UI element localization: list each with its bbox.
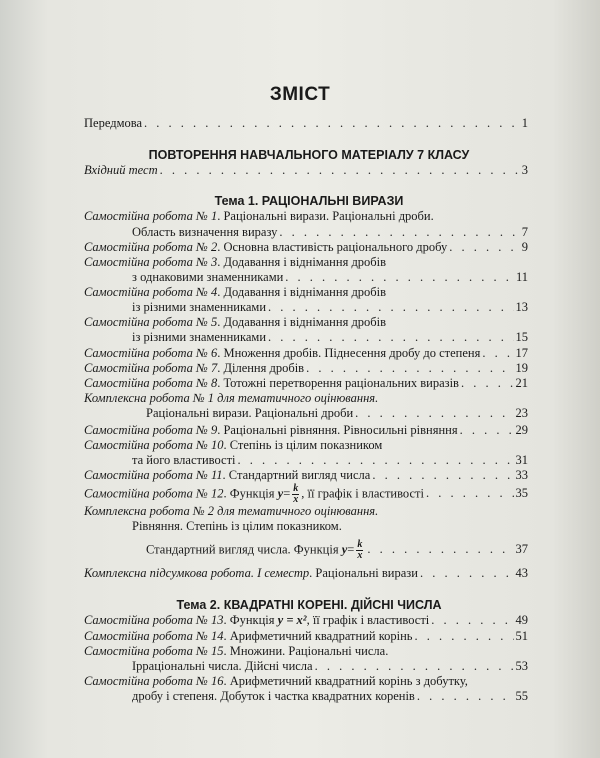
toc-entry-sr-8[interactable] [84, 376, 528, 391]
toc-entry-sr-10[interactable] [84, 438, 528, 453]
page-title: ЗМІСТ [269, 84, 331, 105]
page-number: 7 [521, 225, 528, 239]
entry-text: . Множення дробів. Піднесення дробу до степеня [217, 346, 481, 360]
toc-entry-sr-2[interactable] [84, 240, 528, 255]
entry-lead: Самостійна робота № 5 [84, 315, 218, 329]
toc-entry-sr-6[interactable] [84, 346, 528, 361]
entry-lead: Самостійна робота № 4 [84, 285, 218, 299]
entry-lead: Самостійна робота № 9 [84, 423, 218, 437]
page-number: 17 [515, 346, 528, 360]
entry-lead: Самостійна робота № 8 [84, 376, 218, 390]
leader-dots [268, 330, 513, 345]
toc-entry-kr-2[interactable] [84, 504, 528, 519]
page-number: 43 [515, 566, 528, 580]
leader-dots [306, 361, 513, 376]
entry-text: . Раціональні вирази. Раціональні дроби. [217, 209, 434, 223]
toc-entry-kr-1-cont[interactable] [146, 406, 528, 421]
entry-lead: Самостійна робота № 3 [84, 255, 218, 269]
page-number: 11 [515, 270, 528, 284]
page-number: 49 [515, 613, 528, 627]
toc-entry-final-work[interactable] [84, 566, 528, 581]
toc-entry-entry-test[interactable] [84, 163, 528, 178]
page-number: 31 [515, 453, 528, 467]
toc-entry-sr-3[interactable] [84, 255, 528, 270]
toc-entry-sr-3-cont[interactable] [132, 270, 528, 285]
entry-cont: Область визначення виразу [132, 225, 278, 239]
toc-entry-sr-5[interactable] [84, 315, 528, 330]
leader-dots [238, 453, 514, 468]
entry-cont: із різними знаменниками [132, 330, 267, 344]
entry-text: . Стандартний вигляд числа [222, 468, 371, 482]
leader-dots [415, 629, 514, 644]
page-number: 21 [515, 376, 528, 390]
toc-entry-sr-1[interactable] [84, 209, 528, 224]
formula-y: y [341, 542, 348, 557]
leader-dots [460, 423, 514, 438]
entry-lead: Самостійна робота № 2 [84, 240, 218, 254]
leader-dots [355, 406, 513, 421]
leader-dots [144, 116, 520, 131]
leader-dots [449, 240, 519, 255]
formula-eq: = [347, 542, 355, 557]
page-number: 35 [515, 486, 528, 501]
toc-entry-sr-15[interactable] [84, 644, 528, 659]
entry-text: . Додавання і віднімання дробів [217, 315, 387, 329]
entry-text: . Додавання і віднімання дробів [217, 255, 387, 269]
leader-dots [268, 300, 513, 315]
toc-entry-sr-7[interactable] [84, 361, 528, 376]
toc-entry-sr-16-cont[interactable] [132, 689, 528, 704]
entry-label: Передмова [84, 116, 143, 130]
entry-lead: Самостійна робота № 16 [84, 674, 224, 688]
leader-dots [160, 163, 520, 178]
fraction-denominator: x [357, 550, 363, 561]
leader-dots [372, 468, 513, 483]
leader-dots [426, 486, 514, 501]
leader-dots [367, 542, 513, 557]
entry-text: . Арифметичний квадратний корінь з добутку, [223, 674, 468, 688]
toc-entry-sr-14[interactable] [84, 629, 528, 644]
entry-cont: та його властивості [132, 453, 236, 467]
entry-lead: Самостійна робота № 6 [84, 346, 218, 360]
entry-text: . Арифметичний квадратний корінь [223, 629, 413, 643]
toc-entry-sr-1-cont[interactable] [132, 225, 528, 240]
entry-cont: Рівняння. Степінь із цілим показником. [132, 519, 342, 533]
page-number: 15 [515, 330, 528, 344]
page-number: 19 [515, 361, 528, 375]
toc-entry-kr-2-cont2[interactable] [146, 540, 528, 561]
entry-lead: Комплексна робота № 1 для тематичного оцінювання. [84, 391, 379, 405]
entry-lead: Комплексна робота № 2 для тематичного оцінювання. [84, 504, 379, 518]
fraction-denominator: x [293, 494, 299, 505]
toc-entry-sr-4-cont[interactable] [132, 300, 528, 315]
page-number: 1 [521, 116, 528, 130]
entry-cont2: Стандартний вигляд числа. Функція [146, 542, 339, 557]
page-number: 53 [515, 659, 528, 673]
leader-dots [482, 346, 513, 361]
toc-entry-sr-10-cont[interactable] [132, 453, 528, 468]
toc-entry-sr-15-cont[interactable] [132, 659, 528, 674]
entry-lead: Самостійна робота № 15 [84, 644, 224, 658]
toc-entry-sr-5-cont[interactable] [132, 330, 528, 345]
entry-text-2: , її графік і властивості [301, 486, 424, 501]
entry-text: . Раціональні рівняння. Рівносильні рівняння [217, 423, 458, 437]
formula-eq: = [283, 486, 291, 501]
toc-entry-kr-2-cont[interactable] [132, 519, 528, 534]
entry-text: . Основна властивість раціонального дробу [217, 240, 448, 254]
page-number: 13 [515, 300, 528, 314]
page-number: 3 [521, 163, 528, 177]
entry-cont: Ірраціональні числа. Дійсні числа [132, 659, 313, 673]
entry-text: . Множини. Раціональні числа. [223, 644, 389, 658]
entry-lead: Самостійна робота № 10 [84, 438, 224, 452]
entry-text: . Функція [223, 613, 275, 627]
section-heading-review: ПОВТОРЕННЯ НАВЧАЛЬНОГО МАТЕРІАЛУ 7 КЛАСУ [148, 148, 470, 162]
entry-lead: Самостійна робота № 12 [84, 486, 224, 501]
entry-text: . Тотожні перетворення раціональних виразів [217, 376, 459, 390]
entry-cont: дробу і степеня. Добуток і частка квадратних коренів [132, 689, 415, 703]
leader-dots [285, 270, 514, 285]
entry-text: . Додавання і віднімання дробів [217, 285, 387, 299]
section-heading-topic-1: Тема 1. РАЦІОНАЛЬНІ ВИРАЗИ [214, 194, 404, 208]
fraction-k-over-x [292, 484, 299, 505]
page-number: 37 [515, 542, 528, 557]
entry-text: . Функція [223, 486, 275, 501]
toc-entry-preface[interactable] [84, 116, 528, 131]
entry-lead: Самостійна робота № 11 [84, 468, 223, 482]
page-number: 23 [515, 406, 528, 420]
leader-dots [420, 566, 514, 581]
toc-entry-sr-11[interactable] [84, 468, 528, 483]
entry-lead: Самостійна робота № 7 [84, 361, 218, 375]
toc-entry-kr-1[interactable] [84, 391, 528, 406]
toc-entry-sr-9[interactable] [84, 423, 528, 438]
entry-lead: Самостійна робота № 1 [84, 209, 218, 223]
entry-text-2: , її графік і властивості [306, 613, 430, 627]
page-number: 29 [515, 423, 528, 437]
entry-text: . Ділення дробів [217, 361, 305, 375]
entry-text: . Степінь із цілим показником [223, 438, 383, 452]
entry-text: . Раціональні вирази [309, 566, 418, 580]
entry-lead: Самостійна робота № 14 [84, 629, 224, 643]
toc-entry-sr-13[interactable] [84, 613, 528, 628]
formula-y-x-squared: y = x² [277, 613, 307, 627]
leader-dots [461, 376, 514, 391]
entry-cont: із різними знаменниками [132, 300, 267, 314]
formula-y: y [277, 486, 284, 501]
fraction-numerator: k [293, 483, 299, 494]
entry-cont: Раціональні вирази. Раціональні дроби [146, 406, 354, 420]
page-number: 33 [515, 468, 528, 482]
entry-lead: Комплексна підсумкова робота. І семестр [84, 566, 310, 580]
leader-dots [279, 225, 519, 240]
toc-entry-sr-16[interactable] [84, 674, 528, 689]
page-number: 55 [515, 689, 528, 703]
entry-cont: з однаковими знаменниками [132, 270, 284, 284]
fraction-numerator: k [357, 539, 363, 550]
page-number: 9 [521, 240, 528, 254]
leader-dots [417, 689, 514, 704]
entry-lead: Самостійна робота № 13 [84, 613, 224, 627]
toc-entry-sr-12[interactable] [84, 484, 528, 505]
section-heading-topic-2: Тема 2. КВАДРАТНІ КОРЕНІ. ДІЙСНІ ЧИСЛА [176, 598, 442, 612]
entry-label: Вхідний тест [84, 163, 158, 177]
fraction-k-over-x [356, 540, 363, 561]
toc-entry-sr-4[interactable] [84, 285, 528, 300]
page-number: 51 [515, 629, 528, 643]
leader-dots [431, 613, 513, 628]
leader-dots [315, 659, 514, 674]
